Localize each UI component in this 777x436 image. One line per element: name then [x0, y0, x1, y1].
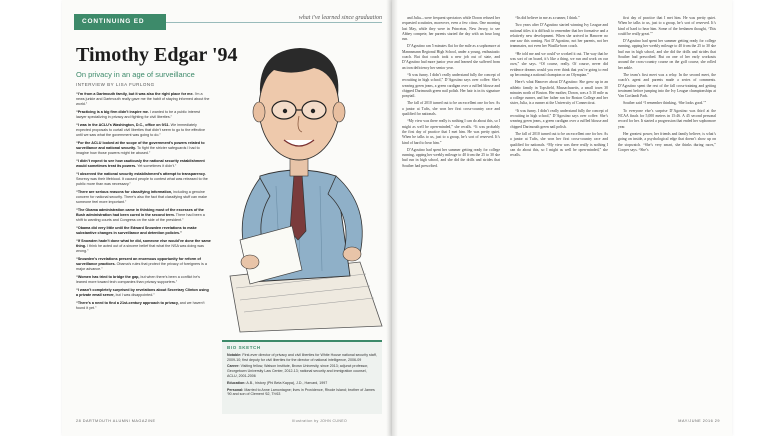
right-hand	[343, 247, 361, 261]
section-rule	[166, 22, 382, 23]
article-column-1: and Julia—were frequent spectators while Doron refused her requested scrutinies, moreover, even a few citrus. One morning last May, while they were in Princeton, New Jersey, to see Abbey compete, her parents started the day with an hour long run. D’Agostino ran 5 minutes flat for the mile as a sophomore at Mannsmann Regional High School, under a young, enthusiastic coach. But that coach took a new job out of state, and D’Agostino had more junior year and learned she suffered from an iron deficiency her senior year. “It was funny. I didn’t really understand fully the concept of recruiting in high school,” D’Agostino says over coffee. She’s wearing green jeans, a green cardigan over a ruffled blouse and chipped Dartmouth green nail polish. Her hair is in its signature ponytail. The fall of 2010 turned out to be an excellent one for her. As a junior at Tufts, she won her first cross-country race and qualified for nationals. “My view was there really is nothing I can do about this, so I might as well be open-minded,” she recalls. “It was probably the first day of practice that I met him. He was pretty quiet. When he talks to us, just to a group, he’s sort of reserved. It’s kind of hard to hear him.” D’Agostino had spent her summer getting ready for college running, upping her weekly mileage to 40 from the 25 to 30 she had run in high school, and she did the drills and strides that Souther had prescribed.	[402, 16, 500, 168]
caricature-illustration	[210, 26, 390, 334]
quote-paragraph: “If Snowden hadn’t done what he did, someone else would’ve done the same thing. I think he acted out of a sincere belief that what the NSA was doing was wrong.”	[76, 239, 211, 253]
quote-paragraph: “I was in the ACLU’s Washington, D.C., office on 9/11. We immediately expected proposals to curtail civil liberties that didn’t seem to go to the effective until we saw what the government was going to do.”	[76, 123, 206, 137]
left-hand	[241, 255, 259, 269]
spine-gutter	[386, 0, 398, 436]
bio-entry: Career: Visiting fellow, Watson Institute, Brown University, since 2013; adjunct professor, Georgetown University Law Center, 2012-13; national security and immigration counsel, ACLU, 2001-2006	[227, 364, 369, 378]
quote-paragraph: “There’s a need to find a 21st-century approach to privacy, and we haven’t found it yet.”	[76, 301, 205, 310]
byline: INTERVIEW BY LISA FURLONG	[76, 82, 155, 87]
illustration-credit: Illustration by JOHN CUNEO	[292, 419, 348, 423]
section-tab: CONTINUING ED	[74, 14, 166, 30]
section-note: what i've learned since graduation	[298, 15, 382, 21]
left-page	[62, 0, 392, 436]
quote-paragraph: “Practicing is a big firm didn’t inspire me. I wanted to be a public interest lawyer specializing in privacy and fighting for civil liberties.”	[76, 110, 200, 119]
quote-paragraph: “For the ACLU looked at the scope of the government’s powers related to surveillance and national security. To fight the stricter safeguards I had to imagine how those powers might be abused.”	[76, 141, 205, 155]
quote-paragraph: “I wasn’t completely surprised by revelations about Secretary Clinton using a private email server, but I was disappointed.”	[76, 288, 209, 297]
quote-paragraph: “I observed the national security establishment’s attempt to transparency. Secrecy was their lifeblood. It caused people to contest what was released to the public more than was necessary.”	[76, 172, 208, 186]
page-folio-right: MAY/JUNE 2016 29	[678, 419, 720, 423]
quote-paragraph: “Obama did very little until the Edward Snowden revelations to make substantive changes in surveillance and detention policies.”	[76, 226, 197, 235]
bio-entry: Notable: First-ever director of privacy and civil liberties for White House national security staff, 2009-10; first deputy for civil liberties for the director of national intelligence, 2006-09	[227, 352, 377, 362]
bio-entry: Education: A.B., history (Phi Beta Kappa), J.D., Harvard, 1997	[227, 380, 328, 385]
quote-paragraph: “I’m from a Dartmouth family, but it was also the right place for me. I’m a news junkie and Dartmouth really gave me the habit of staying informed about the world.”	[76, 92, 210, 106]
page-folio-left: 28 DARTMOUTH ALUMNI MAGAZINE	[76, 419, 156, 423]
quote-paragraph: “There are serious reasons for classifying information, including a genuine concern for national security. There’s also the fact that classifying stuff can make someone feel more important.”	[76, 190, 208, 204]
article-title: Timothy Edgar '94	[76, 44, 238, 66]
quote-paragraph: “Women has tried to bridge the gap, but when there’s been a conflict he’s leaned more toward tech companies than privacy supporters.”	[76, 275, 200, 284]
right-page	[392, 0, 732, 436]
sidebar-heading: BIO SKETCH	[227, 345, 261, 350]
article-column-3: first day of practice that I met him. He was pretty quiet. When he talks to us, just to a group, he’s sort of reserved. It’s kind of hard to hear him. Some of the freshmen thought, ‘This could be really great.’” D’Agostino had spent her summer getting ready for college running, upping her weekly mileage to 40 from the 25 to 30 she had run in high school, and she did the drills and strides that Souther had prescribed. But on one of her early workouts around the cross-country course on the golf course, she rolled her ankle. The team’s first meet was a relay. In the second meet, the coach’s agent and parents made a series of comments. D’Agostino spent the rest of the fall cross-training and getting treatment before jumping into the Ivy League championships at Van Cortlandt Park. Souther said “I remember thinking, ‘She looks good.’” To everyone else’s surprise D’Agostino was third at the NCAA finals for 5,000 meters in 15:46. A 45 second personal record for her. It started a progression that ended her sophomore year. Her greatest power, her friends and family believe, is what’s going on inside, a psychological edge that doesn’t show up on the stopwatch. “She’s very smart, she thinks during races,” Cooper says. “She’s	[618, 16, 716, 152]
quote-paragraph: “Snowden’s revelations present an enormous opportunity for reform of surveillance practices. Obama’s rules that protect the privacy of foreigners is a major advance.”	[76, 257, 207, 271]
article-subtitle: On privacy in an age of surveillance	[76, 70, 195, 79]
bio-entry: Personal: Married to Anne Lamontagne; lives in Providence, Rhode Island; brother of James '90 and son of Clement '62, Th'63	[227, 387, 375, 397]
quote-paragraph: “I didn’t expect to see how cautiously the national security establishment would sometimes treat its powers. Yet sometimes it didn’t.”	[76, 159, 205, 168]
interview-column	[76, 92, 211, 314]
bio-sidebar	[222, 340, 382, 414]
article-column-2: “Its did believe in me as a runner, I think.” Two years after D’Agostino started winning Ivy League and national titles it is difficult to remember that her formative and a relatively new development. When she arrived in Hanover no one saw this coming. Not D’Agostino, not her parents, not her teammates, not even her Wasilla-born coach. “He told me and we could’ve worked it out. The way that he was sort of on board, it’s like a thing, we run and work on our own,” she says. “Of course, really. Of course, never did evidence dreams would you ever think that you’re going to end up becoming a national champion or an Olympian.” Here’s what Hanover about D’Agostino: She grew up in an athletic family in Topsfield, Massachusetts, a small town 30 minutes north of Boston. Her mother, Doron, was a 5:10 mile as a college runner, and her father ran for Boston College and her sister, Julia, is a runner at the University of Connecticut. “It was funny. I didn’t really understand fully the concept of recruiting in high school,” D’Agostino says over coffee. She’s wearing green jeans, a green cardigan over a ruffled blouse and chipped Dartmouth green nail polish. The fall of 2010 turned out to be an excellent one for her. As a junior at Tufts, she won her first cross-country race and qualified for nationals. “My view was there really is nothing I can do about this, so I might as well be open-minded,” she recalls.	[510, 16, 608, 158]
quote-paragraph: “The Obama administration came in thinking most of the excesses of the Bush administration had been cured in the second term. There had been a shift to wanting courts and Congress on the side of the president.”	[76, 208, 205, 222]
